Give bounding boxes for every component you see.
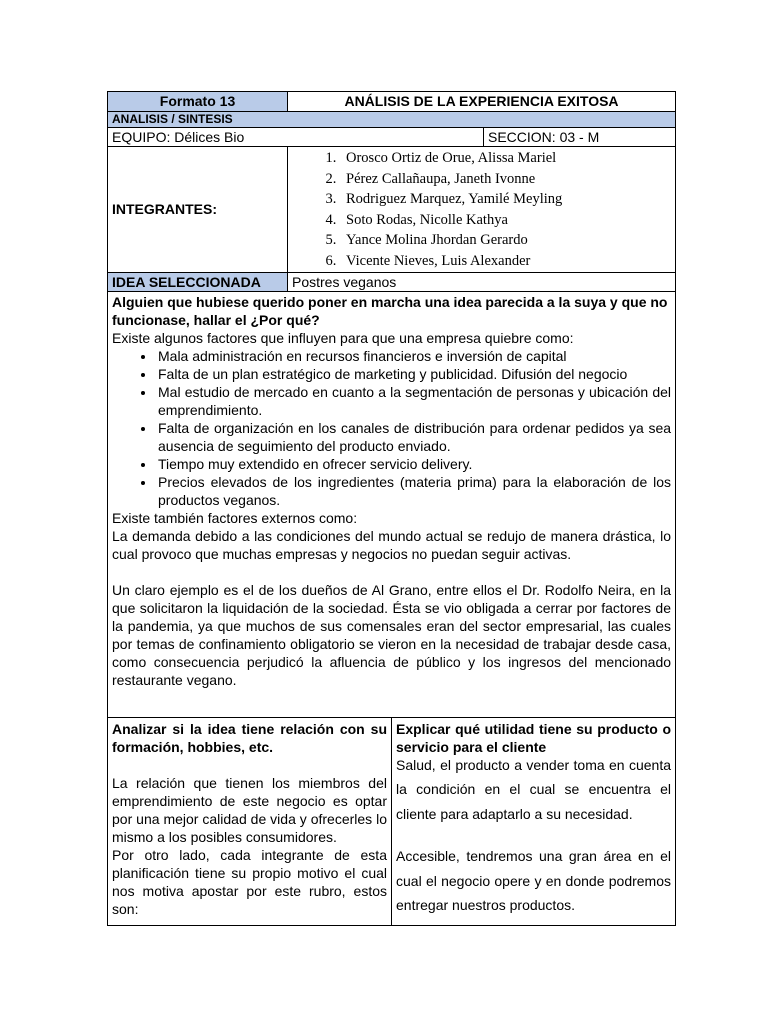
external-factors-intro: Existe también factores externos como: xyxy=(112,509,358,526)
document-form xyxy=(107,91,675,926)
factor-item: • Precios elevados de los ingredientes (materia prima) para la elaboración de los productos veganos. xyxy=(156,473,671,509)
example-paragraph: Un claro ejemplo es el de los dueños de Al Grano, entre ellos el Dr. Rodolfo Neira, en la que solicitaron la liquidación de la sociedad. Ésta se vio obligada a cerrar por factores de la pandemia, ya que muchos de sus comensales eran del sector empresarial, las cuales por temas de confinamiento obligatorio se vieron en la necesidad de trabajar desde casa, como consecuencia perjudicó la afluencia de público y los ingresos del mencionado restaurante vegano. xyxy=(112,581,672,688)
relation-paragraph-1: La relación que tienen los miembros del emprendimiento de este negocio es optar por una mejor calidad de vida y ofrecerles lo mismo a los posibles consumidores. xyxy=(112,774,387,845)
factors-intro: Existe algunos factores que influyen para que una empresa quiebre como: xyxy=(112,329,574,346)
formato-label: Formato 13 xyxy=(108,92,288,112)
factor-item: • Mal estudio de mercado en cuanto a la segmentación de personas y ubicación del emprendimiento. xyxy=(156,383,671,419)
member-item: 5. Yance Molina Jhordan Gerardo xyxy=(340,230,671,251)
utility-title: Explicar qué utilidad tiene su producto o servicio para el cliente xyxy=(396,720,672,755)
utility-paragraph-1: Salud, el producto a vender toma en cuenta la condición en el cual se encuentra el cliente para adaptarlo a su necesidad. xyxy=(396,756,672,822)
member-item: 1. Orosco Ortiz de Orue, Alissa Mariel xyxy=(340,148,671,169)
member-item: 6. Vicente Nieves, Luis Alexander xyxy=(340,251,671,272)
idea-value: Postres veganos xyxy=(288,272,676,291)
utility-paragraph-2: Accesible, tendremos una gran área en el cual el negocio opere y en donde podremos entregar nuestros productos. xyxy=(396,848,672,914)
document-title: ANÁLISIS DE LA EXPERIENCIA EXITOSA xyxy=(288,92,676,112)
member-item: 2. Pérez Callañaupa, Janeth Ivonne xyxy=(340,169,671,190)
factor-item: • Mala administración en recursos financieros e inversión de capital xyxy=(156,347,671,365)
equipo-field: EQUIPO: Délices Bio xyxy=(108,128,484,147)
seccion-field: SECCION: 03 - M xyxy=(484,128,676,147)
question-title: Alguien que hubiese querido poner en marcha una idea parecida a la suya y que no funcionase, hallar el ¿Por qué? xyxy=(112,293,668,328)
member-item: 4. Soto Rodas, Nicolle Kathya xyxy=(340,210,671,231)
factor-item: • Falta de un plan estratégico de marketing y publicidad. Difusión del negocio xyxy=(156,365,671,383)
factor-item: • Falta de organización en los canales de distribución para ordenar pedidos ya sea ausencia de seguimiento del producto enviado. xyxy=(156,419,671,455)
analysis-table xyxy=(107,91,676,926)
utility-cell xyxy=(392,717,676,925)
integrantes-label: INTEGRANTES: xyxy=(108,147,288,273)
demand-paragraph: La demanda debido a las condiciones del mundo actual se redujo de manera drástica, lo cual provoco que muchas empresas y negocios no puedan seguir activas. xyxy=(112,527,672,562)
factors-list xyxy=(112,347,671,509)
factor-item: • Tiempo muy extendido en ofrecer servicio delivery. xyxy=(156,455,671,473)
section-subtitle: ANALISIS / SINTESIS xyxy=(108,112,676,128)
integrantes-list-cell xyxy=(288,147,676,273)
idea-label: IDEA SELECCIONADA xyxy=(108,272,288,291)
question-cell xyxy=(108,291,676,717)
relation-cell xyxy=(108,717,392,925)
member-item: 3. Rodriguez Marquez, Yamilé Meyling xyxy=(340,189,671,210)
relation-title: Analizar si la idea tiene relación con su formación, hobbies, etc. xyxy=(112,720,387,755)
relation-paragraph-2: Por otro lado, cada integrante de esta planificación tiene su propio motivo el cual nos motiva apostar por este rubro, estos son: xyxy=(112,846,387,917)
members-list xyxy=(292,148,671,272)
